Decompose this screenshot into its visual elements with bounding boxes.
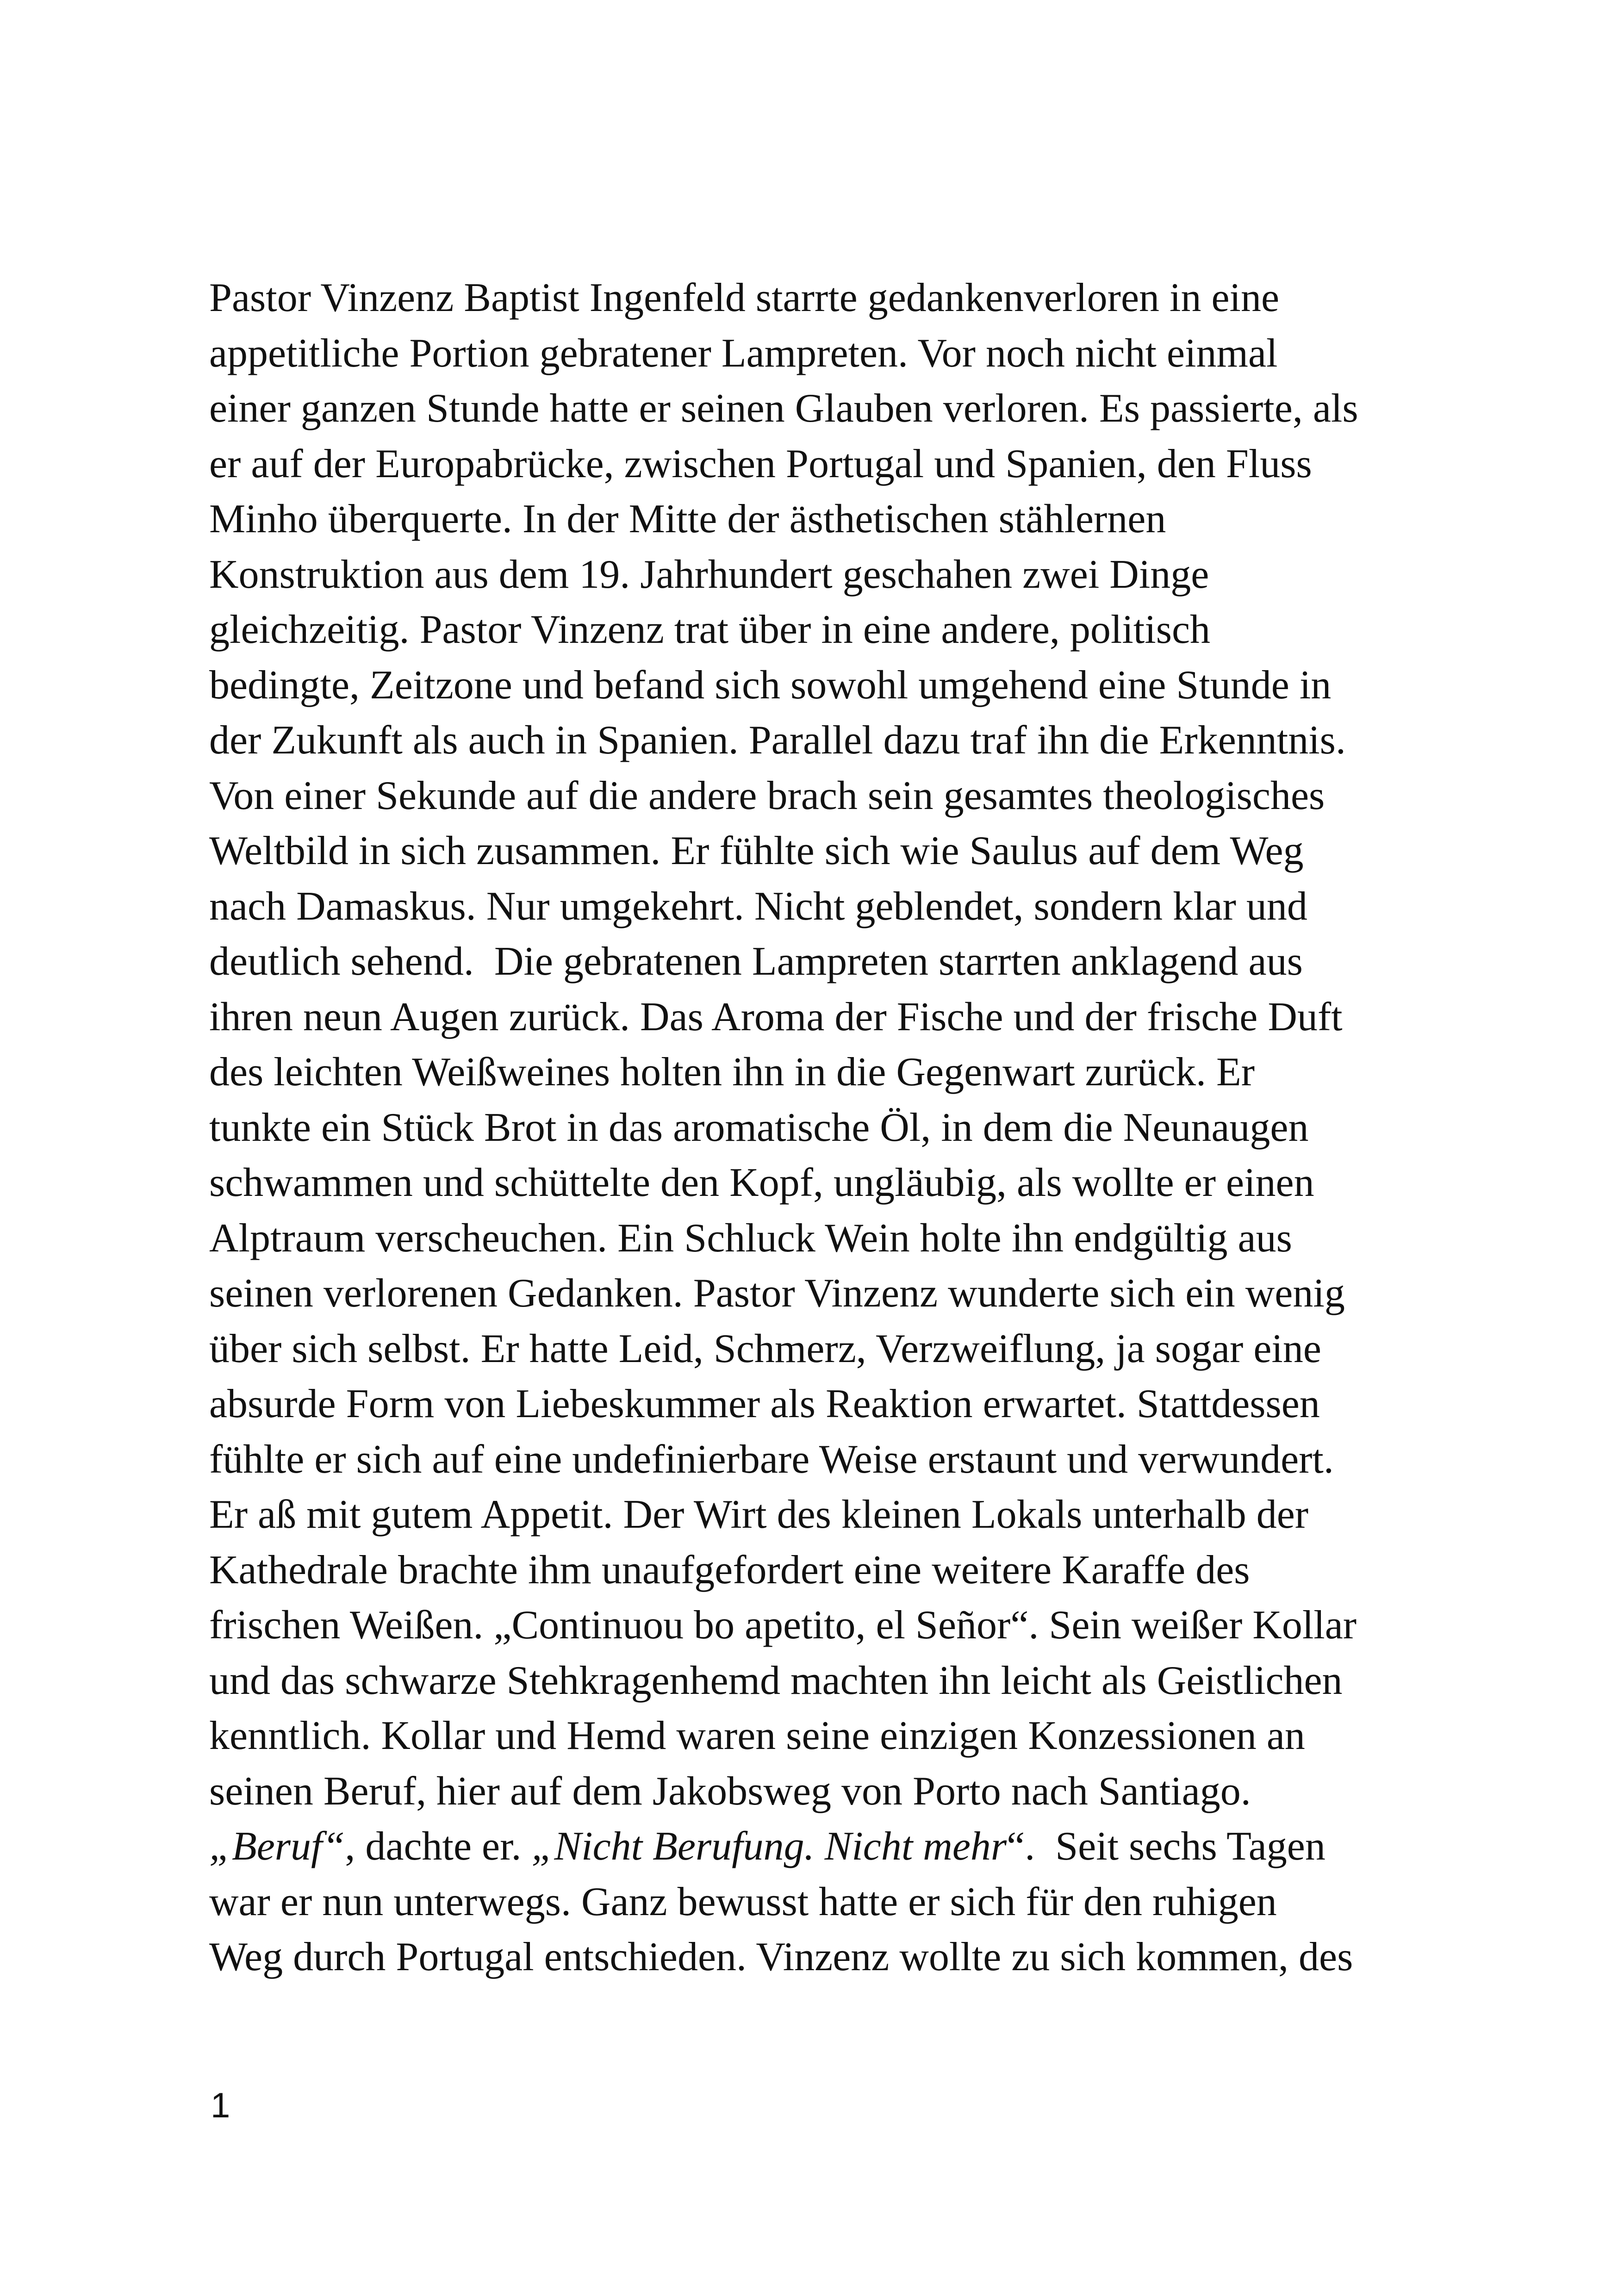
text-line: war er nun unterwegs. Ganz bewusst hatte er sich für den ruhigen <box>209 1879 1277 1924</box>
text-run: “. Seit sechs Tagen <box>1007 1824 1326 1869</box>
text-line: Weltbild in sich zusammen. Er fühlte sich wie Saulus auf dem Weg <box>209 828 1304 873</box>
italic-quote-berufung: „Nicht Berufung. Nicht mehr <box>531 1824 1007 1869</box>
text-line: über sich selbst. Er hatte Leid, Schmerz, Verzweiflung, ja sogar eine <box>209 1326 1321 1371</box>
text-line: ihren neun Augen zurück. Das Aroma der Fische und der frische Duft <box>209 994 1343 1039</box>
text-line: einer ganzen Stunde hatte er seinen Glauben verloren. Es passierte, als <box>209 386 1358 431</box>
text-line-mixed <box>209 1819 1459 1874</box>
text-line: Weg durch Portugal entschieden. Vinzenz wollte zu sich kommen, des <box>209 1935 1353 1979</box>
text-line: appetitliche Portion gebratener Lampreten. Vor noch nicht einmal <box>209 330 1278 376</box>
text-line: Konstruktion aus dem 19. Jahrhundert geschahen zwei Dinge <box>209 552 1209 597</box>
text-line: er auf der Europabrücke, zwischen Portugal und Spanien, den Fluss <box>209 441 1312 486</box>
text-line: Kathedrale brachte ihm unaufgefordert eine weitere Karaffe des <box>209 1547 1250 1593</box>
text-line: Alptraum verscheuchen. Ein Schluck Wein holte ihn endgültig aus <box>209 1215 1292 1261</box>
text-line: des leichten Weißweines holten ihn in die Gegenwart zurück. Er <box>209 1050 1255 1095</box>
text-line: tunkte ein Stück Brot in das aromatische Öl, in dem die Neunaugen <box>209 1105 1309 1150</box>
text-line: gleichzeitig. Pastor Vinzenz trat über in eine andere, politisch <box>209 607 1211 652</box>
text-line: seinen verlorenen Gedanken. Pastor Vinzenz wunderte sich ein wenig <box>209 1271 1345 1316</box>
text-line: fühlte er sich auf eine undefinierbare Weise erstaunt und verwundert. <box>209 1437 1334 1482</box>
text-line: bedingte, Zeitzone und befand sich sowohl umgehend eine Stunde in <box>209 662 1332 708</box>
text-line: absurde Form von Liebeskummer als Reaktion erwartet. Stattdessen <box>209 1381 1320 1426</box>
text-line: deutlich sehend. Die gebratenen Lampreten starrten anklagend aus <box>209 939 1303 984</box>
text-line: kenntlich. Kollar und Hemd waren seine einzigen Konzessionen an <box>209 1713 1305 1758</box>
text-line: schwammen und schüttelte den Kopf, ungläubig, als wollte er einen <box>209 1160 1314 1205</box>
text-line: der Zukunft als auch in Spanien. Parallel dazu traf ihn die Erkenntnis. <box>209 718 1346 763</box>
text-line: Minho überquerte. In der Mitte der ästhetischen stählernen <box>209 497 1166 541</box>
body-text <box>209 270 1459 1985</box>
text-run: , dachte er. <box>345 1824 532 1869</box>
text-line: frischen Weißen. „Continuou bo apetito, el Señor“. Sein weißer Kollar <box>209 1603 1357 1648</box>
text-line: und das schwarze Stehkragenhemd machten ihn leicht als Geistlichen <box>209 1658 1343 1703</box>
text-line: Er aß mit gutem Appetit. Der Wirt des kleinen Lokals unterhalb der <box>209 1492 1309 1537</box>
text-line: nach Damaskus. Nur umgekehrt. Nicht geblendet, sondern klar und <box>209 884 1307 929</box>
italic-quote-beruf: „Beruf“ <box>209 1824 345 1869</box>
text-line: Von einer Sekunde auf die andere brach sein gesamtes theologisches <box>209 773 1325 818</box>
text-line: seinen Beruf, hier auf dem Jakobsweg von Porto nach Santiago. <box>209 1768 1251 1814</box>
page-number: 1 <box>211 2086 230 2125</box>
text-line: Pastor Vinzenz Baptist Ingenfeld starrte gedankenverloren in eine <box>209 275 1280 320</box>
